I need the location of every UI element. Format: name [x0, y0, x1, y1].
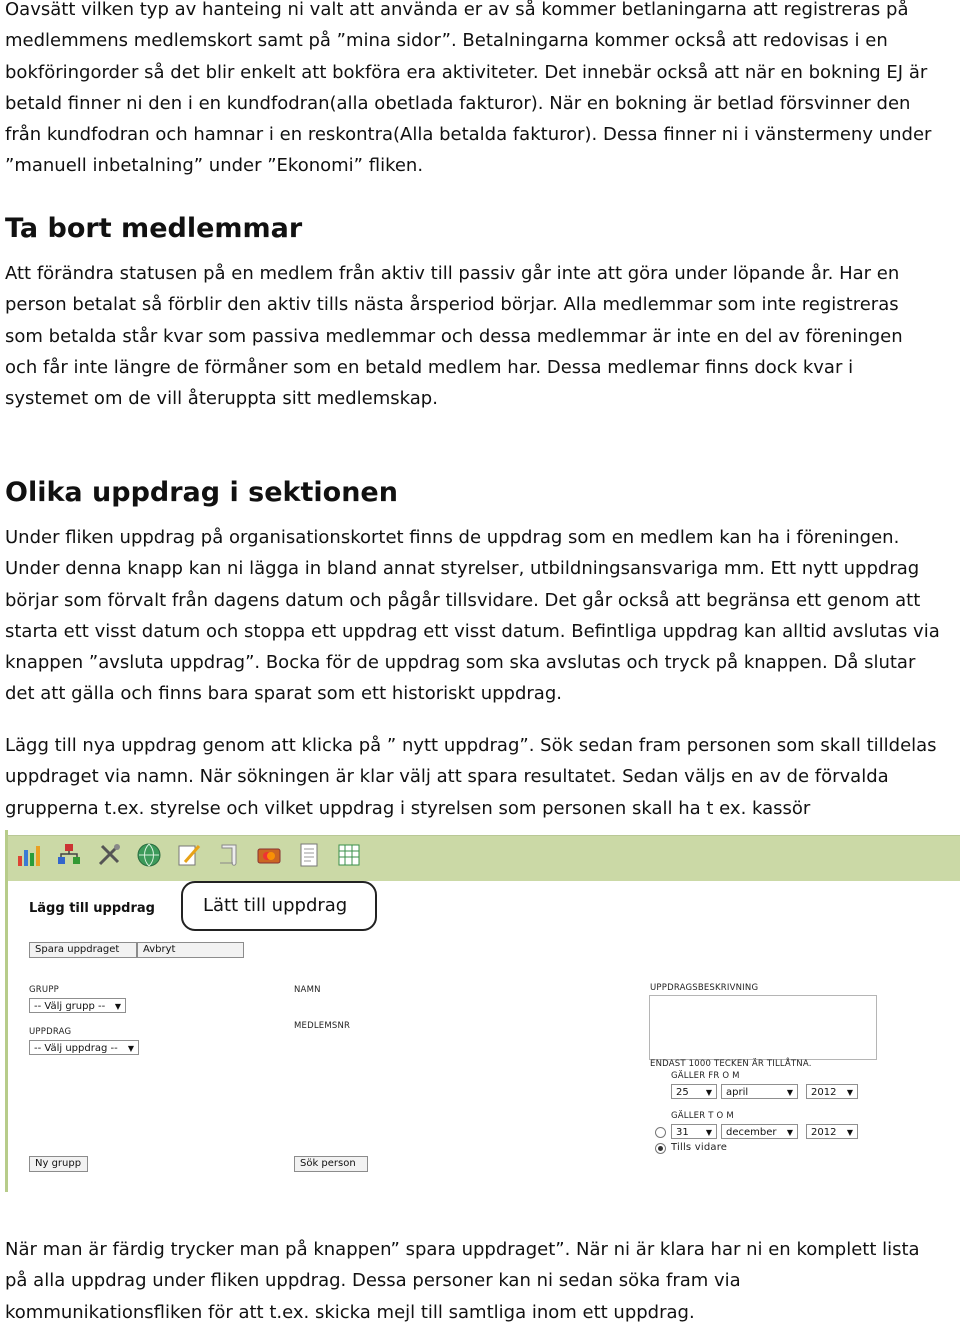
to-day-value: 31 — [676, 1127, 689, 1138]
valid-to-label: GÄLLER T O M — [671, 1111, 734, 1121]
from-month-value: april — [726, 1087, 749, 1098]
chevron-down-icon: ▼ — [705, 1128, 712, 1137]
intro-paragraph: Oavsätt vilken typ av hanteing ni valt att använda er av så kommer betlaningarna att registreras på medlemmens medlemskort samt på ”mina sidor”. Betalningarna kommer också att redovisas i en bokföringorder så det blir enkelt att bokföra era aktiviteter. Det innebär också att när en bokning EJ är betald finner ni den i en kundfodran(alla obetlada fakturor). När en bokning är betlad försvinner den från kundfodran och hamnar i en reskontra(Alla betalda fakturor). Dessa finner ni i vänstermeny under ”manuell inbetalning” under ”Ekonomi” fliken. — [5, 0, 932, 177]
form-title: Lägg till uppdrag — [29, 901, 155, 916]
until-further-radio[interactable] — [655, 1143, 666, 1154]
new-group-button[interactable]: Ny grupp — [29, 1156, 88, 1172]
search-person-button[interactable]: Sök person — [294, 1156, 368, 1172]
chevron-down-icon: ▼ — [846, 1128, 853, 1137]
app-toolbar — [8, 835, 960, 881]
to-year-value: 2012 — [811, 1127, 837, 1138]
chevron-down-icon: ▼ — [705, 1088, 712, 1097]
to-year-select[interactable] — [806, 1124, 858, 1139]
tools-icon[interactable] — [96, 842, 122, 868]
scroll-icon[interactable] — [216, 842, 242, 868]
from-day-select[interactable] — [671, 1084, 717, 1099]
to-month-value: december — [726, 1127, 777, 1138]
tasks-paragraph-2: Lägg till nya uppdrag genom att klicka på ” nytt uppdrag”. Sök sedan fram personen som skall tilldelas uppdraget via namn. När sökningen är klar välj att spara resultatet. Sedan väljs en av de förvalda grupperna t.ex. styrelse och vilket uppdrag i styrelsen som personen skall ha t ex. kassör — [5, 735, 937, 819]
chart-icon[interactable] — [16, 842, 42, 868]
cancel-button[interactable]: Avbryt — [137, 942, 244, 958]
screenshot-border — [5, 830, 8, 1192]
member-number-label: MEDLEMSNR — [294, 1021, 351, 1031]
chevron-down-icon: ▼ — [127, 1044, 134, 1053]
description-textarea[interactable] — [649, 995, 877, 1060]
task-label: UPPDRAG — [29, 1027, 72, 1037]
callout-text: Lätt till uppdrag — [203, 895, 348, 916]
valid-from-label: GÄLLER FR O M — [671, 1071, 740, 1081]
group-label: GRUPP — [29, 985, 59, 995]
group-select[interactable] — [29, 998, 126, 1013]
save-task-button[interactable]: Spara uppdraget — [29, 942, 137, 958]
heading-remove-members: Ta bort medlemmar — [5, 213, 303, 244]
chevron-down-icon: ▼ — [786, 1088, 793, 1097]
tasks-paragraph-1: Under fliken uppdrag på organisationskortet finns de uppdrag som en medlem kan ha i föreningen. Under denna knapp kan ni lägga in bland annat styrelser, utbildningsansvariga mm. Ett nytt uppdrag börjar som förvalt från dagens datum och pågår tillsvidare. Det går också att begränsa ett genom att starta ett visst datum och stoppa ett uppdrag ett visst datum. Befintliga uppdrag kan alltid avslutas via knappen ”avsluta uppdrag”. Bocka för de uppdrag som ska avslutas och tryck på knappen. Då slutar det att gälla och finns bara sparat som ett historiskt uppdrag. — [5, 527, 940, 705]
from-year-select[interactable] — [806, 1084, 858, 1099]
char-limit-note: ENDAST 1000 TECKEN ÄR TILLÅTNA. — [650, 1059, 812, 1069]
callout-bubble — [181, 881, 377, 931]
from-year-value: 2012 — [811, 1087, 837, 1098]
until-further-label: Tills vidare — [671, 1142, 728, 1153]
globe-icon[interactable] — [136, 842, 162, 868]
group-select-value: -- Välj grupp -- — [34, 1001, 106, 1012]
from-month-select[interactable] — [721, 1084, 798, 1099]
closing-paragraph: När man är färdig trycker man på knappen” spara uppdraget”. När ni är klara har ni en komplett lista på alla uppdrag under fliken uppdrag. Dessa personer kan ni sedan söka fram via kommunikationsfliken för att t.ex. skicka mejl till samtliga inom ett uppdrag. — [5, 1239, 920, 1323]
name-label: NAMN — [294, 985, 321, 995]
remove-members-paragraph: Att förändra statusen på en medlem från aktiv till passiv går inte att göra under löpande år. Har en person betalat så förblir den aktiv tills nästa årsperiod börjar. Alla medlemmar som inte registreras som betalda står kvar som passiva medlemmar och dessa medlemmar är inte en del av föreningen och får inte längre de förmåner som en betald medlem har. Dessa medlemar finns dock kvar i systemet om de vill återuppta sitt medlemskap. — [5, 263, 903, 410]
description-label: UPPDRAGSBESKRIVNING — [650, 983, 759, 993]
to-month-select[interactable] — [721, 1124, 798, 1139]
edit-icon[interactable] — [176, 842, 202, 868]
from-day-value: 25 — [676, 1087, 689, 1098]
organization-icon[interactable] — [56, 842, 82, 868]
document-icon[interactable] — [296, 842, 322, 868]
payment-card-icon[interactable] — [256, 842, 282, 868]
task-select[interactable] — [29, 1040, 139, 1055]
chevron-down-icon: ▼ — [846, 1088, 853, 1097]
chevron-down-icon: ▼ — [786, 1128, 793, 1137]
chevron-down-icon: ▼ — [114, 1002, 121, 1011]
task-select-value: -- Välj uppdrag -- — [34, 1043, 118, 1054]
add-task-screenshot — [5, 830, 960, 1192]
to-day-select[interactable] — [671, 1124, 717, 1139]
end-date-radio[interactable] — [655, 1127, 666, 1138]
heading-tasks-in-section: Olika uppdrag i sektionen — [5, 477, 398, 508]
spreadsheet-icon[interactable] — [336, 842, 362, 868]
